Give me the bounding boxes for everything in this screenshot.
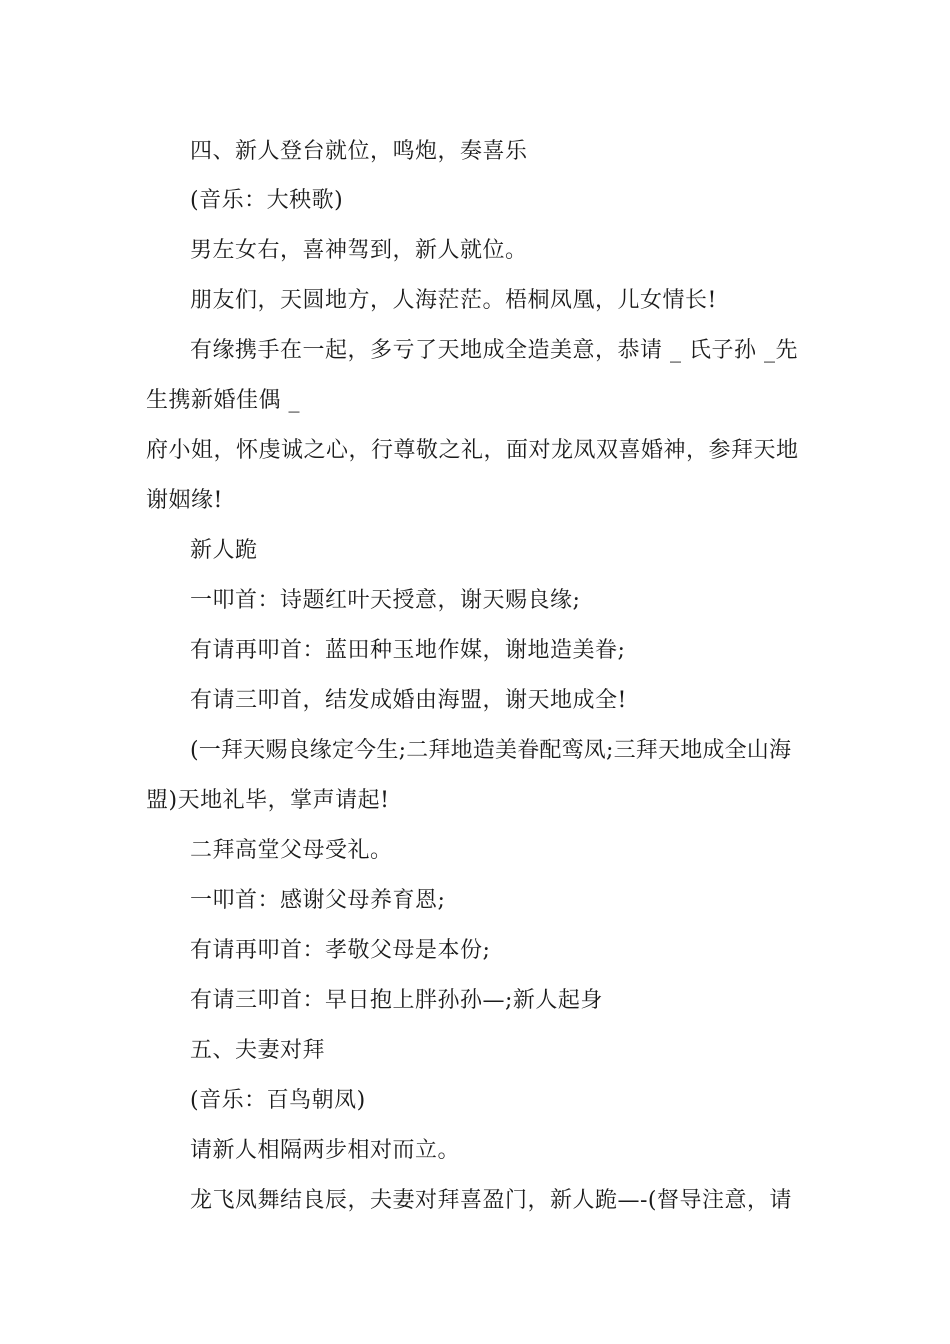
paragraph-line: 新人跪 [190, 538, 258, 563]
paragraph-line: 有请再叩首：蓝田种玉地作媒，谢地造美眷; [190, 638, 626, 663]
paragraph-line: (一拜天赐良缘定今生;二拜地造美眷配鸾凤;三拜天地成全山海 [190, 738, 792, 763]
paragraph-line: 男左女右，喜神驾到，新人就位。 [190, 238, 528, 263]
heading-step-five: 五、夫妻对拜 [190, 1038, 326, 1063]
paragraph-line: 朋友们，天圆地方，人海茫茫。梧桐凤凰，儿女情长! [190, 288, 717, 313]
paragraph-line: 有请再叩首：孝敬父母是本份; [190, 938, 491, 963]
paragraph-line: 谢姻缘! [146, 488, 223, 513]
music-note-dayangge: (音乐：大秧歌) [190, 188, 344, 213]
paragraph-line: 有请三叩首：早日抱上胖孙孙—;新人起身 [190, 988, 603, 1013]
paragraph-line: 府小姐，怀虔诚之心，行尊敬之礼，面对龙凤双喜婚神，参拜天地 [146, 438, 799, 463]
paragraph-line: 生携新婚佳偶 _ [146, 388, 300, 413]
paragraph-line: 一叩首：诗题红叶天授意，谢天赐良缘; [190, 588, 581, 613]
paragraph-line: 一叩首：感谢父母养育恩; [190, 888, 446, 913]
paragraph-line: 龙飞凤舞结良辰，夫妻对拜喜盈门，新人跪—-(督导注意，请 [190, 1188, 793, 1213]
paragraph-line: 有请三叩首，结发成婚由海盟，谢天地成全! [190, 688, 627, 713]
paragraph-line: 二拜高堂父母受礼。 [190, 838, 393, 863]
paragraph-line: 有缘携手在一起，多亏了天地成全造美意，恭请 _ 氏子孙 _先 [190, 338, 798, 363]
paragraph-line: 盟)天地礼毕，掌声请起! [146, 788, 390, 813]
music-note-bainiaochaofeng: (音乐：百鸟朝凤) [190, 1088, 366, 1113]
heading-step-four: 四、新人登台就位，鸣炮，奏喜乐 [190, 139, 528, 164]
paragraph-line: 请新人相隔两步相对而立。 [190, 1138, 461, 1163]
